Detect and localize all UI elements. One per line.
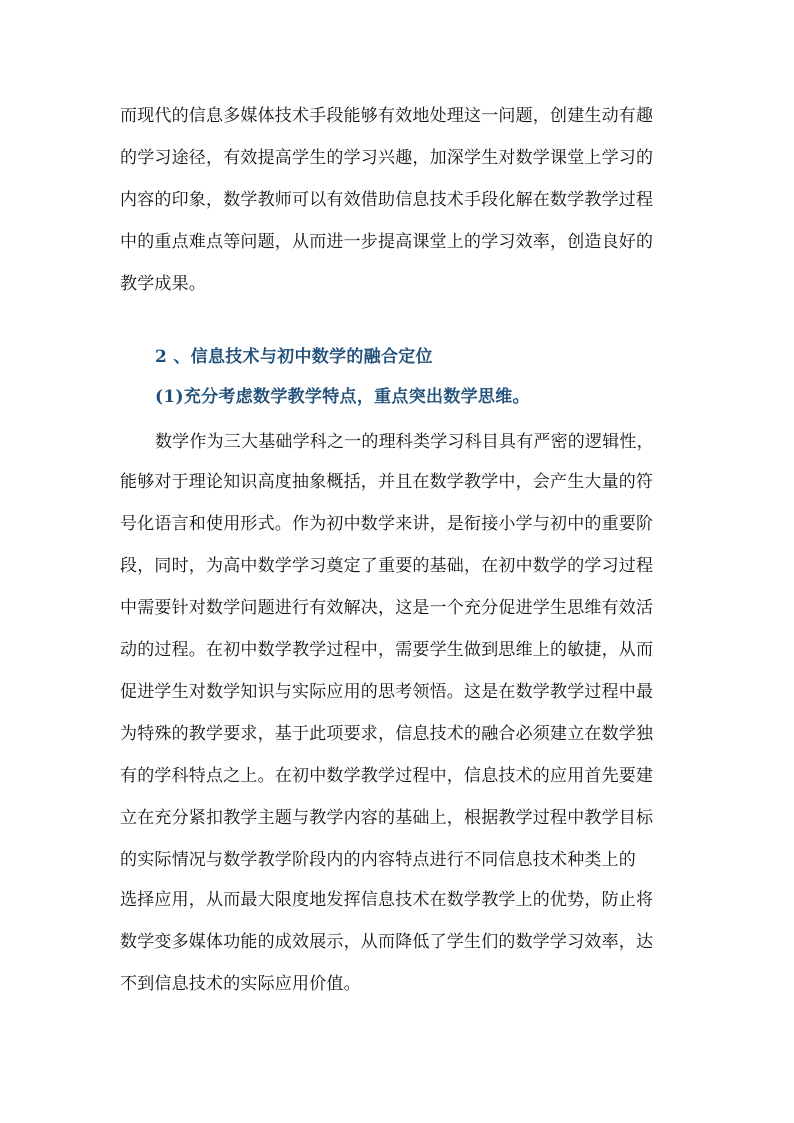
paragraph-2-line: 选择应用，从而最大限度地发挥信息技术在数学教学上的优势，防止将 <box>120 890 654 910</box>
paragraph-1-line: 教学成果。 <box>120 274 206 294</box>
paragraph-2-line: 中需要针对数学问题进行有效解决，这是一个充分促进学生思维有效活 <box>120 598 654 618</box>
paragraph-2-line: 能够对于理论知识高度抽象概括，并且在数学教学中，会产生大量的符 <box>120 472 654 492</box>
paragraph-1-line: 中的重点难点等问题，从而进一步提高课堂上的学习效率，创造良好的 <box>120 232 654 252</box>
paragraph-2-line: 的实际情况与数学教学阶段内的内容特点进行不同信息技术种类上的 <box>120 850 636 870</box>
paragraph-2-line: 立在充分紧扣教学主题与教学内容的基础上，根据教学过程中教学目标 <box>120 808 654 828</box>
subsection-heading: (1)充分考虑数学教学特点，重点突出数学思维。 <box>155 387 530 407</box>
paragraph-2-line: 动的过程。在初中数学教学过程中，需要学生做到思维上的敏捷，从而 <box>120 640 654 660</box>
paragraph-2-line: 数学作为三大基础学科之一的理科类学习科目具有严密的逻辑性， <box>155 432 654 452</box>
paragraph-1-line: 而现代的信息多媒体技术手段能够有效地处理这一问题，创建生动有趣 <box>120 106 654 126</box>
paragraph-2-line: 数学变多媒体功能的成效展示，从而降低了学生们的数学学习效率，达 <box>120 932 654 952</box>
paragraph-2-line: 号化语言和使用形式。作为初中数学来讲，是衔接小学与初中的重要阶 <box>120 514 654 534</box>
paragraph-2-line: 不到信息技术的实际应用价值。 <box>120 974 361 994</box>
paragraph-2-line: 段，同时，为高中数学学习奠定了重要的基础，在初中数学的学习过程 <box>120 556 654 576</box>
paragraph-2-line: 为特殊的教学要求，基于此项要求，信息技术的融合必须建立在数学独 <box>120 724 654 744</box>
paragraph-2-line: 有的学科特点之上。在初中数学教学过程中，信息技术的应用首先要建 <box>120 766 654 786</box>
paragraph-1-line: 内容的印象，数学教师可以有效借助信息技术手段化解在数学教学过程 <box>120 190 654 210</box>
paragraph-2-line: 促进学生对数学知识与实际应用的思考领悟。这是在数学教学过程中最 <box>120 682 654 702</box>
section-heading: 2 、信息技术与初中数学的融合定位 <box>155 347 433 367</box>
paragraph-1-line: 的学习途径，有效提高学生的学习兴趣，加深学生对数学课堂上学习的 <box>120 148 654 168</box>
